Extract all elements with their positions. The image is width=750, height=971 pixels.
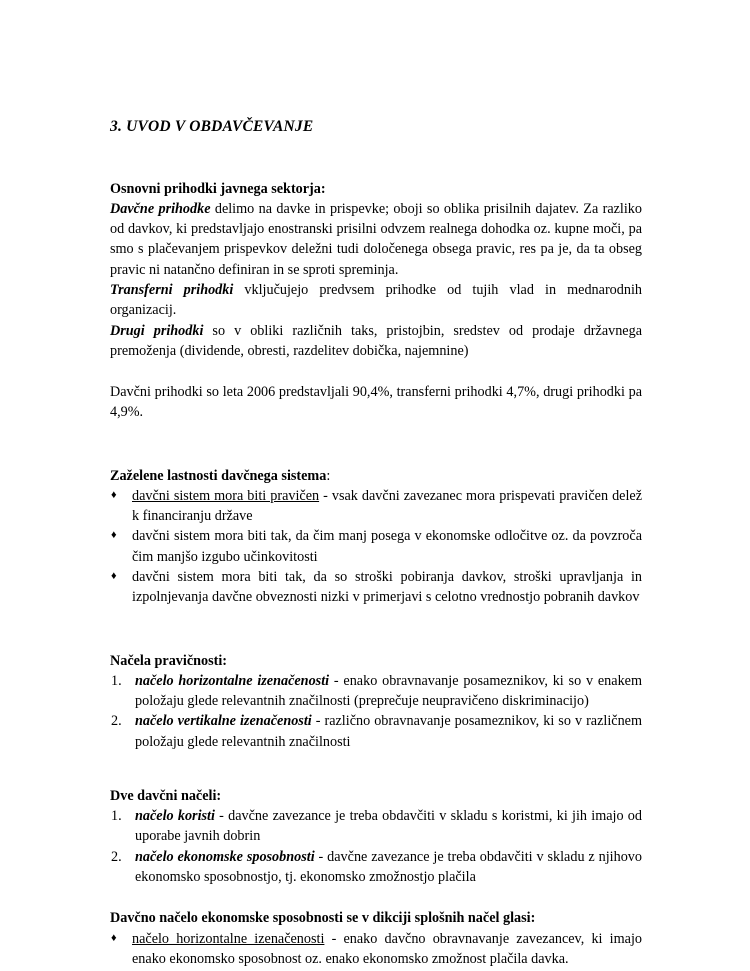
body-other-revenues: so v obliki različnih taks, pristojbin, sredstev od prodaje državnega premoženja (dividende, obresti, razdelitev dobička, najemnine): [110, 322, 642, 359]
list-item: [110, 567, 642, 608]
list-item-underlined-term: načelo horizontalne izenačenosti: [132, 930, 325, 947]
list-fairness-principles: [110, 671, 642, 752]
list-item: [110, 929, 642, 970]
diamond-bullet-icon: ♦: [111, 488, 117, 501]
list-item: [110, 847, 642, 888]
list-item-text: davčni sistem mora biti tak, da so stroški pobiranja davkov, stroški upravljanja in izpolnjevanja davčne obveznosti nizki v primerjavi s celotno vrednostjo pobranih davkov: [132, 569, 642, 606]
list-diction: [110, 929, 642, 970]
lead-in-other-revenues: Drugi prihodki: [110, 322, 204, 339]
list-two-tax-principles: [110, 806, 642, 887]
paragraph-revenue-statistics: Davčni prihodki so leta 2006 predstavljali 90,4%, transferni prihodki 4,7%, drugi prihodki pa 4,9%.: [110, 384, 642, 421]
heading-basic-revenues: Osnovni prihodki javnega sektorja:: [110, 180, 326, 197]
spacer: [110, 361, 642, 382]
body-tax-revenues: delimo na davke in prispevke; oboji so oblika prisilnih dajatev. Za razliko od davkov, ki predstavljajo enostranski prisilni odvzem realnega dohodka oz. kupne moči, pa smo s plačevanjem prispevkov deležni tudi določenega obsega pravic, res pa je, da ta obseg pravic ni natančno definiran in se sproti spreminja.: [110, 200, 642, 278]
list-desirable-properties: [110, 486, 642, 608]
list-item-text: - enako obravnavanje posameznikov, ki so v enakem položaju glede relevantnih značilnosti (preprečuje neupravičeno diskriminacijo): [135, 672, 642, 710]
lead-in-tax-revenues: Davčne prihodke: [110, 200, 211, 217]
list-item-text: - davčne zavezance je treba obdavčiti v skladu z njihovo ekonomsko sposobnostjo, tj. ekonomsko zmožnostjo plačila: [135, 848, 642, 886]
paragraph-tax-revenues: [110, 199, 642, 280]
list-item-text: davčni sistem mora biti tak, da čim manj posega v ekonomske odločitve oz. da povzroča čim manjšo izgubo učinkovitosti: [132, 528, 642, 565]
heading-desirable-text: Zaželene lastnosti davčnega sistema: [110, 467, 327, 484]
list-item: [110, 671, 642, 712]
list-item-number: 2.: [111, 713, 122, 730]
list-item-text: - davčne zavezance je treba obdavčiti v skladu s koristmi, ki jih imajo od uporabe javnih dobrin: [135, 808, 642, 845]
page-title: 3. UVOD V OBDAVČEVANJE: [110, 118, 314, 135]
list-item-term: načelo vertikalne izenačenosti: [135, 713, 312, 730]
lead-in-transfer-revenues: Transferni prihodki: [110, 281, 234, 298]
heading-diction: Davčno načelo ekonomske sposobnosti se v dikciji splošnih načel glasi:: [110, 910, 536, 927]
list-item: [110, 806, 642, 847]
list-item-underlined-term: davčni sistem mora biti pravičen: [132, 487, 320, 504]
paragraph-transfer-revenues: [110, 280, 642, 321]
body-transfer-revenues: vključujejo predvsem prihodke od tujih vlad in mednarodnih organizacij.: [110, 281, 642, 319]
spacer: [110, 752, 642, 786]
spacer: [110, 423, 642, 466]
list-item-term: načelo ekonomske sposobnosti: [135, 848, 315, 865]
heading-two-tax-principles: Dve davčni načeli:: [110, 788, 222, 804]
list-item-number: 2.: [111, 848, 122, 865]
heading-desirable-colon: :: [326, 467, 331, 484]
heading-desirable-properties: [110, 466, 642, 486]
list-item: [110, 486, 642, 527]
list-item-term: načelo horizontalne izenačenosti: [135, 672, 330, 689]
paragraph-other-revenues: [110, 321, 642, 362]
diamond-bullet-icon: ♦: [111, 570, 117, 583]
diamond-bullet-icon: ♦: [111, 529, 117, 542]
list-item-number: 1.: [111, 672, 122, 689]
diamond-bullet-icon: ♦: [111, 931, 117, 944]
list-item: [110, 711, 642, 752]
list-item-text: - vsak davčni zavezanec mora prispevati pravičen delež k financiranju države: [132, 487, 642, 525]
heading-fairness-principles: Načela pravičnosti:: [110, 652, 228, 669]
list-item: [110, 526, 642, 567]
list-item-term: načelo koristi: [135, 808, 215, 825]
spacer: [110, 608, 642, 651]
list-item-text: - enako davčno obravnavanje zavezancev, ki imajo enako ekonomsko sposobnost oz. enako ekonomsko zmožnost plačila davka.: [132, 930, 642, 967]
list-item-number: 1.: [111, 808, 122, 825]
spacer: [110, 887, 642, 908]
list-item-text: - različno obravnavanje posameznikov, ki so v različnem položaju glede relevantnih značilnosti: [135, 713, 642, 750]
